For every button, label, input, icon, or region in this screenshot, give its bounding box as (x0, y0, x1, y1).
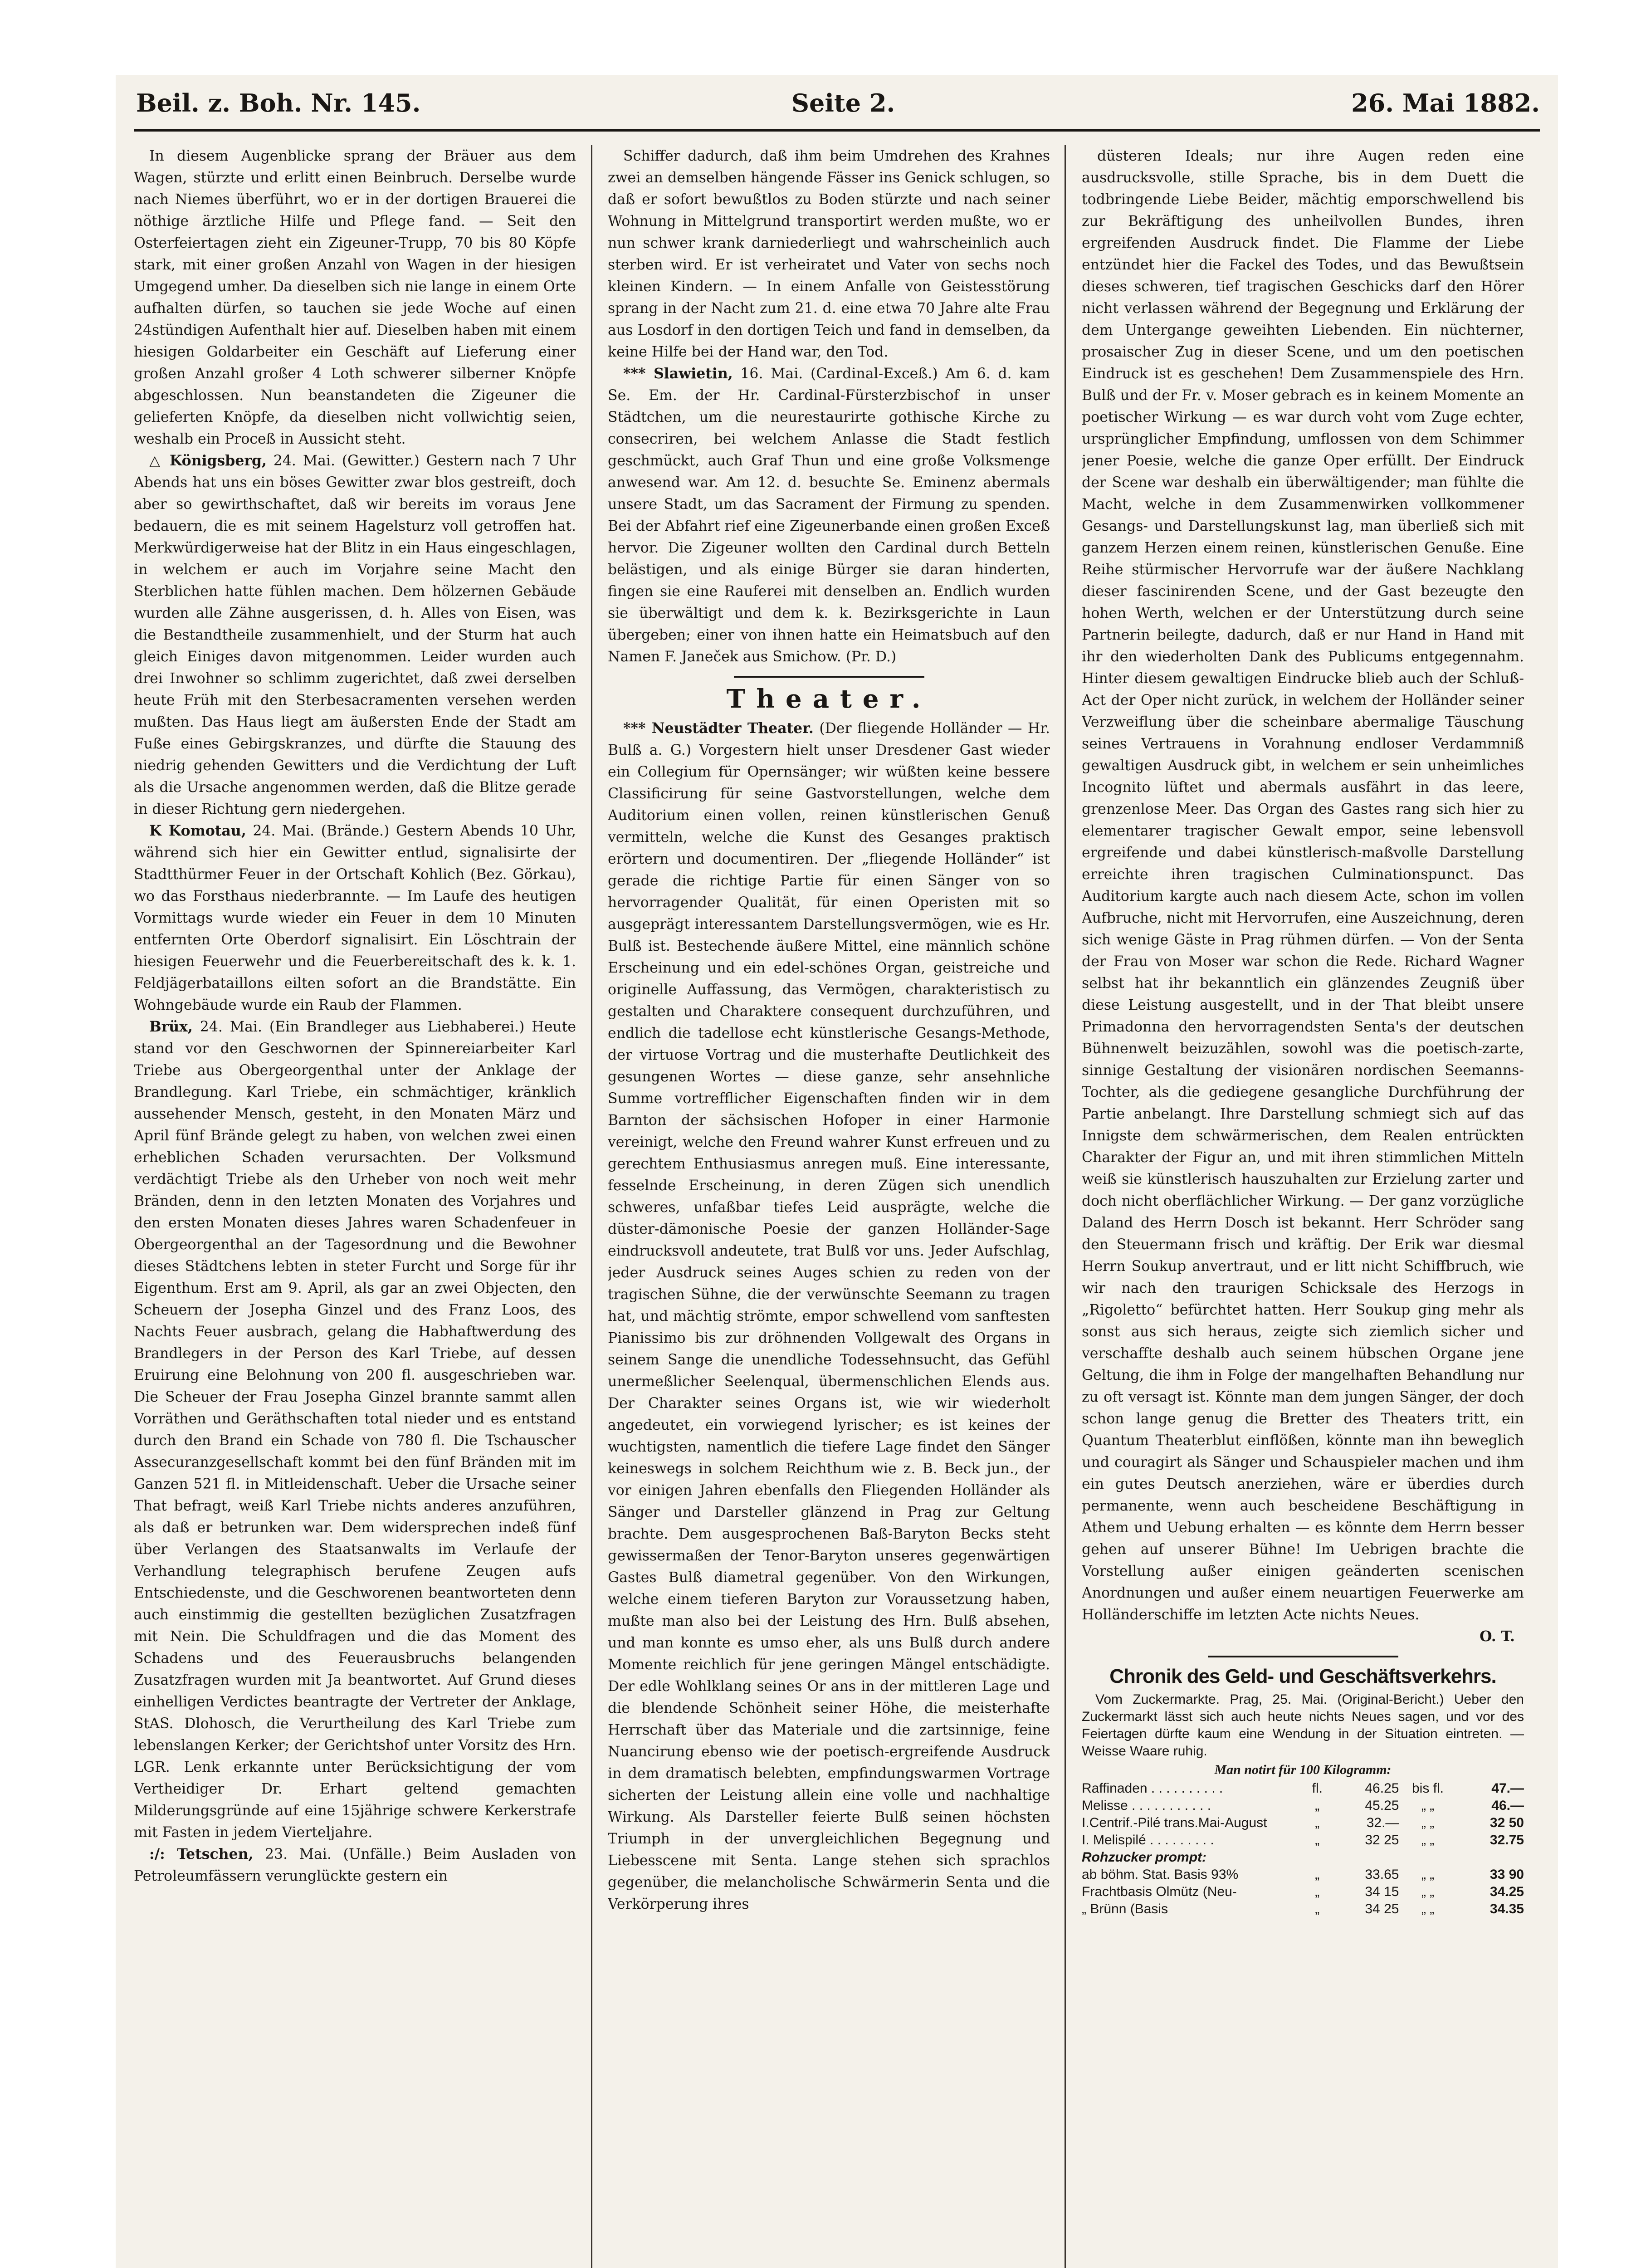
chronik-body (1082, 1691, 1524, 1918)
article-paragraph: Schiffer dadurch, daß ihm beim Umdrehen des Krahnes zwei an demselben hängende Fässer ins Genick schlugen, so daß er sofort bewußtlos zu Boden stürzte und nach seiner Wohnung in Mittelgrund transportirt werden mußte, wo er nun schwer krank darniederliegt und wahrscheinlich auch sterben wird. Er ist verheiratet und Vater von sechs noch kleinen Kindern. — In einem Anfalle von Geistesstörung sprang in der Nacht zum 21. d. eine etwa 70 Jahre alte Frau aus Losdorf in den dortigen Teich und fand in demselben, da keine Hilfe bei der Hand war, den Tod. (608, 148, 1050, 360)
price-bis: „ „ (1421, 1833, 1435, 1848)
price-currency: fl. (1312, 1781, 1323, 1796)
price-bis: „ „ (1421, 1815, 1435, 1830)
price-to: 33 90 (1489, 1867, 1524, 1882)
price-bis: bis fl. (1412, 1781, 1444, 1796)
price-item-name: I.Centrif.-Pilé trans.Mai-August (1082, 1815, 1267, 1830)
article-text: 24. Mai. (Ein Brandleger aus Liebhaberei.) Heute stand vor den Geschwornen der Spinnereiarbeiter Karl Triebe aus Obergeorgenthal unter der Anklage der Brandlegung. Karl Triebe, ein schmächtiger, kränklich aussehender Mensch, gesteht, in den Monaten März und April fünf Brände gelegt zu haben, von welchen zwei einen erheblichen Schaden verursachten. Der Volksmund verdächtigt Triebe als den Urheber von noch weit mehr Bränden, denn in den letzten Monaten des Vorjahres und den ersten Monaten dieses Jahres waren Schadenfeuer in Obergeorgenthal an der Tagesordnung und die Bewohner dieses Städtchens lebten in steter Furcht und Sorge für ihr Eigenthum. Erst am 9. April, als gar an zwei Objecten, den Scheuern der Josepha Ginzel und des Franz Loos, des Nachts Feuer ausbrach, gelang die Habhaftwerdung des Brandlegers in der Person des Karl Triebe, auf dessen Eruirung eine Belohnung von 200 fl. ausgeschrieben war. Die Scheuer der Frau Josepha Ginzel brannte sammt allen Vorräthen und Geräthschaften total nieder und es entstand durch den Brand ein Schade von 780 fl. Die Tschauscher Assecuranzgesellschaft kommt bei den fünf Bränden mit im Ganzen 521 fl. in Mitleidenschaft. Ueber die Ursache seiner That befragt, weiß Karl Triebe nichts anderes anzuführen, als daß er betrunken war. Dem widersprechen indeß fünf über Verlangen des Staatsanwalts im Verlaufe der Verhandlung telegraphisch berufene Zeugen aufs Entschiedenste, und die Geschworenen beantworteten denn auch einstimmig die gestellten bezüglichen Zusatzfragen mit Nein. Die Schuldfragen und die das Moment des Schadens und des Feuerausbruchs belangenden Zusatzfragen wurden mit Ja beantwortet. Auf Grund dieses einhelligen Verdictes beantragte der Vertreter der Anklage, StAS. Dlohosch, die Verurtheilung des Karl Triebe zum lebenslangen Kerker; der Gerichtshof unter Vorsitz des Hrn. LGR. Lenk erkannte unter Berücksichtigung der vom Vertheidiger Dr. Erhart geltend gemachten Milderungsgründe auf eine 15jährige schwere Kerkerstrafe mit Fasten in jedem Vierteljahre. (134, 1019, 576, 1841)
article-dateline: △ Königsberg, (149, 452, 267, 469)
price-to: 32 50 (1489, 1815, 1524, 1830)
price-from: 32 25 (1365, 1833, 1399, 1848)
price-currency: „ (1315, 1867, 1320, 1882)
price-to: 34.25 (1489, 1884, 1524, 1899)
price-from (1332, 1849, 1399, 1866)
price-from: 45.25 (1365, 1798, 1399, 1813)
price-to: 47.— (1491, 1781, 1524, 1796)
price-bis: „ „ (1421, 1901, 1435, 1916)
header-supplement-number: Beil. z. Boh. Nr. 145. (136, 88, 421, 117)
article-text: 24. Mai. (Brände.) Gestern Abends 10 Uhr, während sich hier ein Gewitter entlud, signalisirte der Stadtthürmer Feuer in der Ortschaft Kohlich (Bez. Görkau), wo das Forsthaus niederbrannte. — Im Laufe des heutigen Vormittags wurde wieder ein Feuer in dem 10 Minuten entfernten Orte Oberdorf signalisirt. Ein Löschtrain der hiesigen Feuerwehr und die Feuerbereitschaft des k. k. 1. Feldjägerbataillons eilten sofort an die Brandstätte. Ein Wohngebäude wurde ein Raub der Flammen. (134, 823, 576, 1013)
article-paragraph (608, 363, 1050, 668)
price-currency: „ (1315, 1815, 1320, 1830)
article-paragraph: In diesem Augenblicke sprang der Bräuer aus dem Wagen, stürzte und erlitt einen Beinbruch. Derselbe wurde nach Niemes überführt, wo er in der dortigen Brauerei die nöthige ärztliche Hilfe und Pflege fand. — Seit den Osterfeiertagen zieht ein Zigeuner-Trupp, 70 bis 80 Köpfe stark, mit einer großen Anzahl von Wagen in der hiesigen Umgegend umher. Da dieselben sich nie lange in einem Orte aufhalten dürfen, so tauchen sie jede Woche auf einen 24stündigen Aufenthalt hier auf. Dieselben haben mit einem hiesigen Goldarbeiter ein Geschäft auf Lieferung einer großen Anzahl großer 4 Loth schwerer silberner Knöpfe abgeschlossen. Nun beanstandeten die Zigeuner die gelieferten Knöpfe, da dieselben nicht vollwichtig seien, weshalb ein Proceß in Aussicht steht. (134, 148, 576, 447)
section-rule (1208, 1656, 1398, 1657)
price-row (1082, 1883, 1524, 1901)
column-2 (608, 145, 1050, 2268)
article-dateline: Brüx, (149, 1018, 193, 1035)
article-paragraph (134, 450, 576, 820)
article-paragraph (608, 718, 1050, 1915)
price-bis: „ „ (1421, 1884, 1435, 1899)
price-item-name: Rohzucker prompt: (1082, 1850, 1207, 1865)
chronik-section-title: Chronik des Geld- und Geschäftsverkehrs. (1109, 1665, 1496, 1687)
price-from: 46.25 (1365, 1781, 1399, 1796)
column-divider (591, 145, 592, 2268)
price-from: 34 15 (1365, 1884, 1399, 1899)
article-paragraph (134, 1843, 576, 1887)
sugar-market-report: Vom Zuckermarkte. Prag, 25. Mai. (Original-Bericht.) Ueber den Zuckermarkt lässt sich auch heute nichts Neues sagen, und vor des Feiertagen dürfte kaum eine Wendung in der Situation eintreten. — Weisse Waare ruhig. (1082, 1692, 1524, 1759)
price-to: 32.75 (1489, 1833, 1524, 1848)
price-from: 33.65 (1365, 1867, 1399, 1882)
price-item-name: I. Melispilé . . . . . . . . . (1082, 1833, 1214, 1848)
price-to: 46.— (1491, 1798, 1524, 1813)
article-dateline: *** Neustädter Theater. (623, 720, 814, 737)
sugar-price-table (1082, 1780, 1524, 1918)
price-item-name: Frachtbasis Olmütz (Neu- (1082, 1884, 1237, 1899)
price-item-name: „ Brünn (Basis (1082, 1901, 1168, 1916)
article-paragraph: düsteren Ideals; nur ihre Augen reden eine ausdrucksvolle, stille Sprache, bis in dem Duett die todbringende Liebe Beider, mächtig emporschwellend bis zur Bekräftigung des unheilvollen Bundes, ihren ergreifenden Ausdruck findet. Die Flamme der Liebe entzündet hier die Fackel des Todes, und das Bewußtsein dieses schweren, tief tragischen Geschicks darf den Hörer nicht verlassen während der Begegnung und Erklärung der dem Untergange geweihten Liebenden. Ein nüchterner, prosaischer Zug in dieser Scene, und um den poetischen Eindruck ist es geschehen! Dem Zusammenspiele des Hrn. Bulß und der Fr. v. Moser gebrach es in keinem Momente an poetischer Wirkung — es war durch voht vom Zuge echter, ursprünglicher Empfindung, umflossen von dem Schimmer jener Poesie, welche die ganze Oper erfüllt. Der Eindruck der Scene war deshalb ein überwältigender; man fühlte die Macht, welche in dem Zusammenwirken vollkommener Gesangs- und Darstellungskunst lag, man überließ sich mit ganzem Herzen einem reinen, künstlerischen Genuße. Eine Reihe stürmischer Hervorrufe war der äußere Nachklang dieser fascinirenden Scene, und der Gast bezeugte den hohen Werth, welchen er der Unterstützung durch seine Partnerin beilegte, dadurch, daß er nur Hand in Hand mit ihr den wiederholten Dank des Publicums entgegennahm. Hinter diesem gewaltigen Eindrucke blieb auch der Schluß-Act der Oper nicht zurück, in welchem der Holländer seiner Verzweiflung über die scheinbare abermalige Täuschung seines Vertrauens in Vorahnung endloser Verdammniß gewaltigen Ausdruck gibt, in welchem er sein unheimliches Incognito lüftet und abermals ausfährt in das leere, grenzenlose Meer. Das Organ des Gastes rang sich hier zu elementarer tragischer Gewalt empor, seine lebensvoll ergreifende und dabei künstlerisch-maßvolle Darstellung erreichte ihren tragischen Culminationspunct. Das Auditorium kargte auch nach diesem Acte, schon im vollen Aufbruche, nicht mit Hervorrufen, eine Auszeichnung, deren sich wenige Gäste in Prag rühmen dürfen. — Von der Senta der Frau von Moser war schon die Rede. Richard Wagner selbst hat ihr bekanntlich ein glänzendes Zeugniß über diese Leistung ausgestellt, und in der That bleibt unsere Primadonna den hervorragendsten Senta's der deutschen Bühnenwelt beizuzählen, sowohl was die poetisch-zarte, sinnige Gestaltung der visionären nordischen Seemanns-Tochter, als die gediegene gesangliche Durchführung der Partie anbelangt. Ihre Darstellung schmiegt sich auf das Innigste dem schwärmerischen, dem Realen entrückten Charakter der Figur an, und mit ihren stimmlichen Mitteln weiß sie künstlerisch hauszuhalten zur Erzielung zarter und doch nicht oberflächlicher Wirkung. — Der ganz vorzügliche Daland des Herrn Dosch ist bekannt. Herr Schröder sang den Steuermann frisch und kräftig. Der Erik war diesmal Herrn Soukup anvertraut, und er litt nicht Schiffbruch, wie wir nach den traurigen Schicksale des Herzogs in „Rigoletto“ befürchtet hatten. Herr Soukup ging mehr als sonst aus sich heraus, zeigte sich ziemlich sicher und verschaffte deshalb auch seinem hübschen Organe jene Geltung, die ihm in Folge der mangelhaften Behandlung nur zu oft versagt ist. Könnte man dem jungen Sänger, der doch schon lange genug die Bretter des Theaters tritt, ein Quantum Theaterblut einflößen, könnte man ihn beweglich und couragirt als Sänger und Schauspieler machen und ihm ein gutes Deutsch anerziehen, wäre er überdies durch permanente, wenn auch bescheidene Beschäftigung in Athem und Uebung erhalten — es könnte dem Herrn besser gehen auf unserer Bühne! Im Uebrigen brachte die Vorstellung außer einigen geänderten scenischen Anordnungen und außer einem neuartigen Feuerwerke am Holländerschiffe im letzten Acte nichts Neues. (1082, 148, 1524, 1623)
price-row (1082, 1901, 1524, 1918)
article-text: 16. Mai. (Cardinal-Exceß.) Am 6. d. kam Se. Em. der Hr. Cardinal-Fürsterzbischof in unser Städtchen, um die neurestaurirte gothische Kirche zu consecriren, bei welchem Anlasse die Stadt festlich geschmückt, auch Graf Thun und eine große Volksmenge anwesend war. Am 12. d. besuchte Se. Eminenz abermals unsere Stadt, um das Sacrament der Firmung zu spenden. Bei der Abfahrt rief eine Zigeunerbande einen großen Exceß hervor. Die Zigeuner wollten den Cardinal durch Betteln belästigen, und als einige Bürger sie daran hinderten, fingen sie eine Rauferei mit denselben an. Endlich wurden sie überwältigt und dem k. k. Bezirksgerichte in Laun übergeben; einer von ihnen hatte ein Heimatsbuch auf den Namen F. Janeček aus Smichow. (Pr. D.) (608, 366, 1050, 665)
column-divider (1065, 145, 1066, 2268)
article-dateline: *** Slawietin, (623, 365, 733, 382)
price-item-name: ab böhm. Stat. Basis 93% (1082, 1867, 1239, 1882)
price-bis (1399, 1849, 1456, 1866)
price-row (1082, 1832, 1524, 1849)
price-bis: „ „ (1421, 1798, 1435, 1813)
price-currency: „ (1315, 1884, 1320, 1899)
price-currency: „ (1315, 1901, 1320, 1916)
article-signature: O. T. (1480, 1628, 1515, 1645)
price-table-caption: Man notirt für 100 Kilogramm: (1214, 1762, 1392, 1777)
article-dateline: K Komotau, (149, 822, 246, 839)
price-to: 34.35 (1489, 1901, 1524, 1916)
newspaper-page (116, 75, 1558, 2268)
page-header (116, 88, 1558, 129)
theater-section-title: Theater. (726, 684, 932, 714)
price-row (1082, 1814, 1524, 1832)
price-row (1082, 1866, 1524, 1883)
section-rule (734, 676, 924, 678)
article-text: 24. Mai. (Gewitter.) Gestern nach 7 Uhr Abends hat uns ein böses Gewitter zwar blos gestreift, doch aber so gewirthschaftet, daß wir bereits im voraus Jene bedauern, die es mit seinem Hagelsturz voll getroffen hat. Merkwürdigerweise hat der Blitz in ein Haus eingeschlagen, in welchem er auch im Vorjahre seine Macht den Sterblichen hatte fühlen machen. Dem hölzernen Gebäude wurden alle Zähne ausgerissen, d. h. Alles von Eisen, was die Bestandtheile zusammenhielt, und der Sturm hat auch gleich Einiges davon mitgenommen. Leider wurden auch drei Inwohner so schlimm zugerichtet, daß zwei derselben heute Früh mit den Sterbesacramenten versehen werden mußten. Das Haus liegt am äußersten Ende der Stadt am Fuße eines Gebirgskranzes, und dürfte die Stauung des niedrig gehenden Gewitters und die Verdichtung der Luft als die Ursache angenommen werden, daß die Blitze gerade in dieser Richtung gern niedergehen. (134, 453, 576, 817)
price-row (1082, 1780, 1524, 1797)
price-item-name: Raffinaden . . . . . . . . . . (1082, 1781, 1223, 1796)
price-row (1082, 1849, 1524, 1866)
price-currency: „ (1315, 1833, 1320, 1848)
price-item-name: Melisse . . . . . . . . . . . (1082, 1798, 1211, 1813)
column-1 (134, 145, 576, 2268)
header-page-number: Seite 2. (791, 88, 895, 117)
price-from: 34 25 (1365, 1901, 1399, 1916)
column-3 (1082, 145, 1524, 2268)
header-date: 26. Mai 1882. (1351, 88, 1540, 117)
article-text: (Der fliegende Holländer — Hr. Bulß a. G.) Vorgestern hielt unser Dresdener Gast wieder ein Collegium für Opernsänger; wir wüßten keine bessere Classificirung für seine Gastvorstellungen, welche dem Auditorium einen vollen, reinen künstlerischen Genuß vermitteln, welche die Kunst des Gesanges praktisch erörtern und documentiren. Der „fliegende Holländer“ ist gerade die richtige Partie für einen Sänger von so hervorragender Qualität, für einen Operisten mit so ausgeprägt interessantem Darstellungsvermögen, wie es Hr. Bulß ist. Bestechende äußere Mittel, eine männlich schöne Erscheinung und ein edel-schönes Organ, geistreiche und originelle Auffassung, das Vermögen, charakteristisch zu gestalten und Charaktere consequent durchzuführen, und endlich die tadellose echt künstlerische Gesangs-Methode, der virtuose Vortrag und die musterhafte Deutlichkeit des gesungenen Wortes — diese ganze, sehr ansehnliche Summe vortrefflicher Eigenschaften finden wir in dem Barnton der sächsischen Hofoper in einer Harmonie vereinigt, welche den Freund wahrer Kunst erfreuen und zu gerechtem Enthusiasmus anregen muß. Eine interessante, fesselnde Erscheinung, in deren Zügen sich unendlich schweres, unfaßbar tiefes Leid ausprägte, welche die düster-dämonische Poesie der ganzen Holländer-Sage eindrucksvoll andeutete, trat Bulß vor uns. Jeder Aufschlag, jeder Ausdruck seines Auges schien zu reden von der tragischen Sühne, die der verwünschte Seemann zu tragen hat, und mächtig strömte, empor schwellend vom sanftesten Pianissimo bis zur dröhnenden Vollgewalt des Organs in seinem Sange die unendliche Todessehnsucht, das Gefühl unermeßlicher Seelenqual, übermenschlichen Elends aus. Der Charakter seines Organs ist, wie wir wiederholt angedeutet, ein vorwiegend lyrischer; es ist keines der wuchtigsten, namentlich die tiefere Lage findet den Sänger keineswegs in solchem Reichthum wie z. B. Beck jun., der vor einigen Jahren ebenfalls den Fliegenden Holländer als Sänger und Darsteller glänzend in Prag zur Geltung brachte. Dem ausgesprochenen Baß-Baryton Becks steht gewissermaßen der Tenor-Baryton unseres gegenwärtigen Gastes Bulß diametral gegenüber. Von den Wirkungen, welche einem tieferen Baryton zur Voraussetzung haben, mußte man also bei der Leistung des Hrn. Bulß absehen, und man konnte es umso eher, als uns Bulß durch andere Momente reichlich für jene geringen Mängel entschädigte. Der edle Wohlklang seines Or ans in der mittleren Lage und die blendende Schönheit seiner Höhe, die meisterhafte Herrschaft über das Materiale und die zartsinnige, feine Nuancirung ebenso wie der poetisch-ergreifende Ausdruck in dem dramatisch belebten, empfindungswarmen Vortrage sicherten der Leistung allein eine volle und nachhaltige Wirkung. Als Darsteller feierte Bulß seinen höchsten Triumph in der unvergleichlichen Begegnung und Liebesscene mit Senta. Lange stehen sich sprachlos gegenüber, die melancholische Schwärmerin Senta und die Verkörperung ihres (608, 720, 1050, 1912)
price-from: 32.— (1366, 1815, 1399, 1830)
price-currency: „ (1315, 1798, 1320, 1813)
price-row (1082, 1797, 1524, 1814)
price-to (1457, 1849, 1524, 1866)
article-paragraph (134, 820, 576, 1016)
article-text: 23. Mai. (Unfälle.) Beim Ausladen von Petroleumfässern verunglückte gestern ein (134, 1846, 576, 1884)
article-paragraph (134, 1016, 576, 1843)
price-currency (1303, 1849, 1332, 1866)
article-dateline: :/: Tetschen, (149, 1846, 254, 1862)
header-rule (134, 129, 1540, 132)
price-bis: „ „ (1421, 1867, 1435, 1882)
